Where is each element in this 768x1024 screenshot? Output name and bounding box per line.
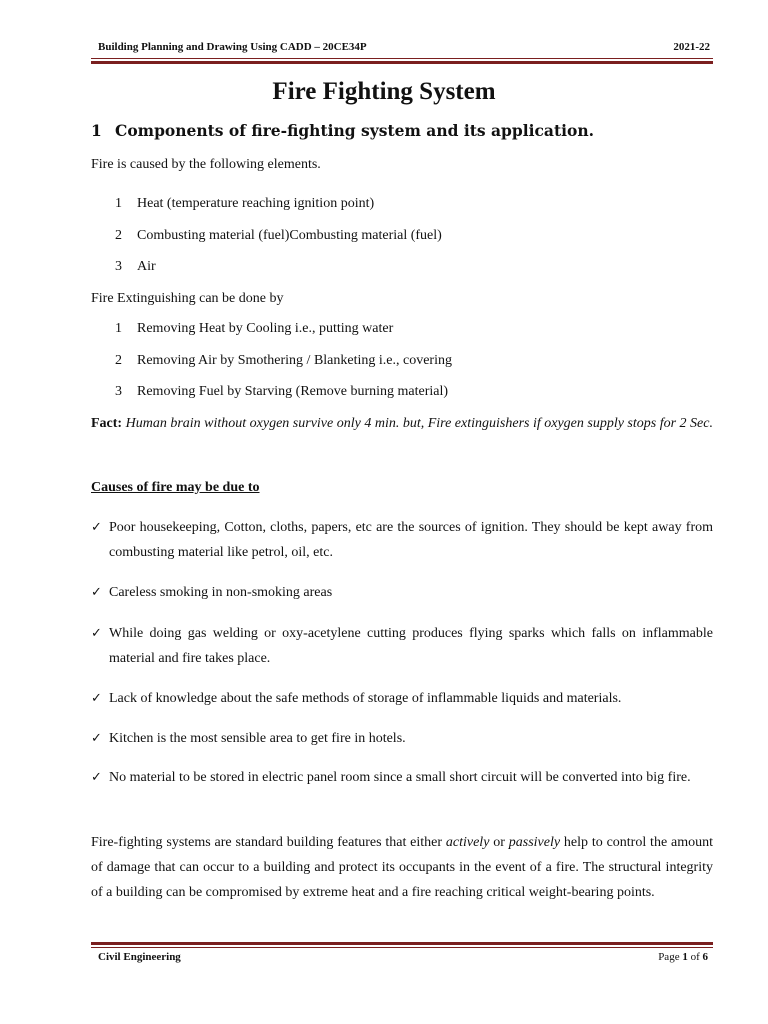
list-item: 3 Removing Fuel by Starving (Remove burning material) [115,384,449,399]
extinguish-intro: Fire Extinguishing can be done by [91,291,284,306]
header-rule-thick [91,61,713,64]
closing-paragraph: Fire-fighting systems are standard building features that either actively or passively help to control the amount of damage that can occur to a building and protect its occupants in the event of a fire. The structural integrity of a building can be compromised by extreme heat and a fire reaching critical weight-bearing points. [91,835,713,900]
list-item: 2 Combusting material (fuel)Combusting material (fuel) [115,228,442,243]
causes-heading: Causes of fire may be due to [91,480,260,495]
check-icon: ✓ [91,520,102,535]
list-item: ✓ Careless smoking in non-smoking areas [91,580,713,605]
footer-rule-thin [91,947,713,948]
header-year: 2021-22 [673,41,710,53]
fact-label: Fact: [91,416,123,431]
intro-paragraph: Fire is caused by the following elements. [91,157,321,172]
header-rule-thin [91,58,713,59]
list-item: 1 Heat (temperature reaching ignition point) [115,196,375,211]
list-item: ✓ While doing gas welding or oxy-acetylene cutting produces flying sparks which falls on inflammable material and fire takes place. [91,621,713,671]
list-item: ✓ Lack of knowledge about the safe methods of storage of inflammable liquids and materials. [91,686,713,711]
section-heading [91,121,594,140]
check-icon: ✓ [91,770,102,785]
list-item: ✓ Poor housekeeping, Cotton, cloths, papers, etc are the sources of ignition. They should be kept away from combusting material like petrol, oil, etc. [91,515,713,565]
list-item: 1 Removing Heat by Cooling i.e., putting water [115,321,394,336]
check-icon: ✓ [91,731,102,746]
list-item: 3 Air [115,259,156,274]
fact-text: Human brain without oxygen survive only 4 min. but, Fire extinguishers if oxygen supply stops for 2 Sec. [125,416,713,431]
check-icon: ✓ [91,626,102,641]
page-title: Fire Fighting System [272,78,496,105]
section-number: 1 [91,121,102,140]
header-course-title: Building Planning and Drawing Using CADD – 20CE34P [98,41,367,53]
list-item: ✓ Kitchen is the most sensible area to get fire in hotels. [91,726,713,751]
footer-department: Civil Engineering [98,951,181,963]
list-item: 2 Removing Air by Smothering / Blanketing i.e., covering [115,353,452,368]
page-number: Page 1 of 6 [658,951,708,963]
footer-rule-thick [91,942,713,945]
list-item: ✓ No material to be stored in electric panel room since a small short circuit will be converted into big fire. [91,765,713,790]
check-icon: ✓ [91,691,102,706]
section-heading-text: Components of fire-fighting system and its application. [115,121,595,140]
fact-paragraph [91,411,713,436]
check-icon: ✓ [91,585,102,600]
